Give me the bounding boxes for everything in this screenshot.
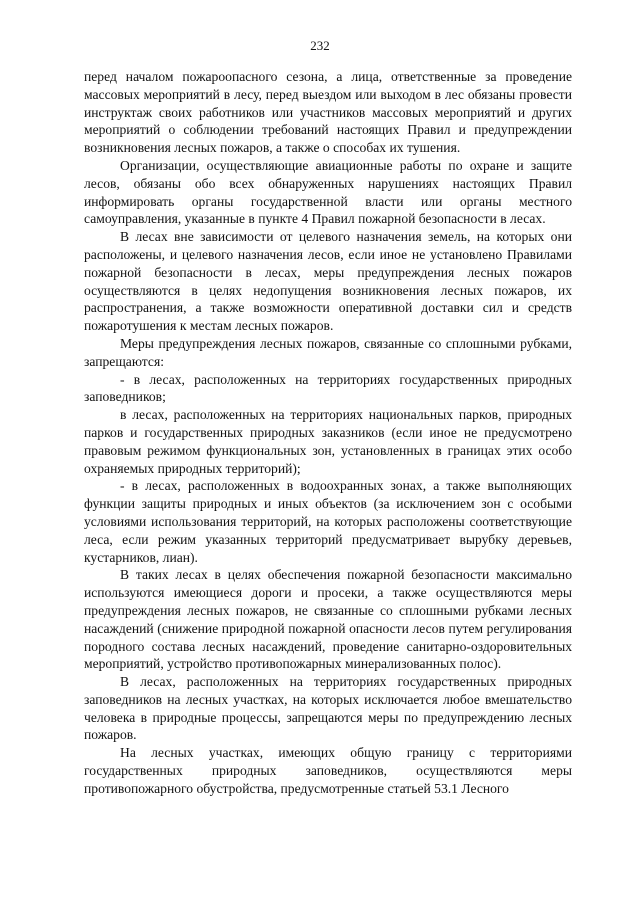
list-item-water-protection-zones: - в лесах, расположенных в водоохранных зонах, а также выполняющих функции защиты природных и иных объектов (за исключением зон с особыми условиями использования территорий, на которых расположены соответствующие леса, если режим указанных территорий предусматривает вырубку деревьев, кустарников, лиан). [84,478,572,565]
paragraph-prevention-measures: В лесах вне зависимости от целевого назначения земель, на которых они расположены, и целевого назначения лесов, если иное не установлено Правилами пожарной безопасности в лесах, меры предупреждения лесных пожаров осуществляются в целях недопущения возникновения лесных пожаров, их распространения, а также возможности оперативной доставки сил и средств пожаротушения к местам лесных пожаров. [84,229,572,334]
document-body [84,68,572,798]
paragraph-border-areas: На лесных участках, имеющих общую границу с территориями государственных природных заповедников, осуществляются меры противопожарного обустройства, предусмотренные статьей 53.1 Лесного [84,745,572,796]
paragraph-clear-cutting-prohibited: Меры предупреждения лесных пожаров, связанные со сплошными рубками, запрещаются: [84,335,572,369]
page-number: 232 [310,38,330,53]
paragraph-fire-safety-roads: В таких лесах в целях обеспечения пожарной безопасности максимально используются имеющиеся дороги и просеки, а также осуществляются меры предупреждения лесных пожаров, не связанные со сплошными рубками лесных насаждений (снижение природной пожарной опасности лесов путем регулирования породного состава лесных насаждений, проведение санитарно-оздоровительных мероприятий, устройство противопожарных минерализованных полос). [84,567,572,672]
list-item-national-parks: в лесах, расположенных на территориях национальных парков, природных парков и государственных природных заказников (если иное не предусмотрено правовым режимом функциональных зон, установленных в границах этих особо охраняемых природных территорий); [84,407,572,476]
list-item-reserves: - в лесах, расположенных на территориях государственных природных заповедников; [84,371,572,405]
paragraph-reserve-no-intervention: В лесах, расположенных на территориях государственных природных заповедников на лесных участках, на которых исключается любое вмешательство человека в природные процессы, запрещаются меры по предупреждению лесных пожаров. [84,674,572,743]
paragraph-continuation: перед началом пожароопасного сезона, а лица, ответственные за проведение массовых мероприятий в лесу, перед выездом или выходом в лес обязаны провести инструктаж своих работников или участников массовых мероприятий и других мероприятий о соблюдении требований настоящих Правил и предупреждении возникновения лесных пожаров, а также о способах их тушения. [84,69,572,156]
paragraph-aviation-organizations: Организации, осуществляющие авиационные работы по охране и защите лесов, обязаны обо всех обнаруженных нарушениях настоящих Правил информировать органы государственной власти или органы местного самоуправления, указанные в пункте 4 Правил пожарной безопасности в лесах. [84,157,572,227]
